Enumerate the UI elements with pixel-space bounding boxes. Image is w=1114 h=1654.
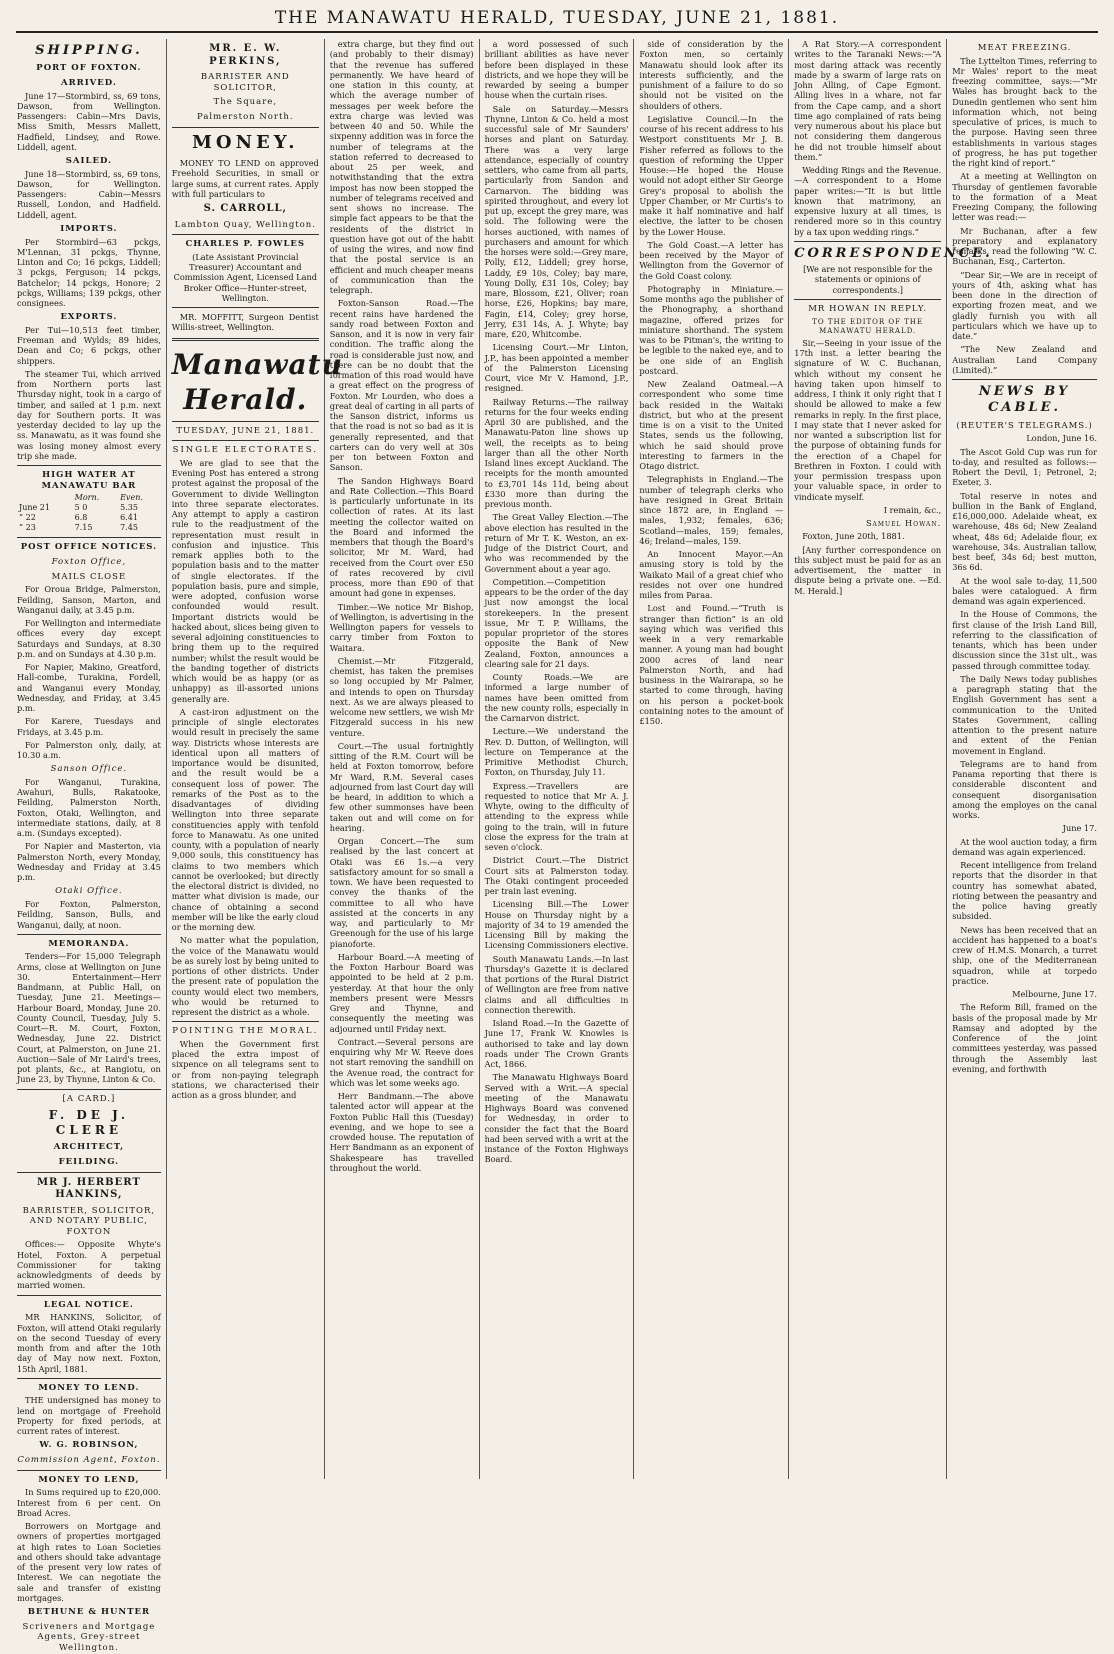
borrowers-text: Borrowers on Mortgage and owners of properties mortgaged at high rates to Loan Societies and others should take advantage of the present very low rates of Interest. We can negotiate the sale and transfer of existing mortgages. bbox=[17, 1521, 161, 1603]
money-text: MONEY TO LEND on approved Freehold Securities, in small or large sums, at current rates. Apply with full particulars to bbox=[171, 158, 319, 199]
column-5 bbox=[634, 39, 789, 1479]
article-paragraph: Competition.—Competition appears to be the order of the day just now amongst the local storekeepers. In the present issue, Mr T. P. Williams, the popular proprietor of the stores opposite the Bank of New Zealand, Foxton, announces a clearing sale for 21 days. bbox=[484, 576, 629, 669]
article-paragraph: Organ Concert.—The sum realised by the last concert at Otaki was £6 1s.—a very satisfactory amount for so small a town. We have been requested to convey the thanks of the committee to all who have assisted at the concerts in any way, and particularly to Mr Greenough for the use of his large pianoforte. bbox=[329, 836, 474, 949]
cable-paragraph: The Ascot Gold Cup was run for to-day, and resulted as follows:—Robert the Devil, 1; Petronel, 2; Exeter, 3. bbox=[952, 446, 1097, 488]
article-paragraph: Railway Returns.—The railway returns for the four weeks ending April 30 are published, and the Manawatu-Paton line shows up well, the receipts as to being larger than all the other North Island lines except Auckland. The receipts for the month amounted to £3,701 14s 11d, being about £330 more than during the previous month. bbox=[484, 396, 629, 509]
letter-signer: Samuel Howan. bbox=[865, 518, 942, 529]
column-7 bbox=[947, 39, 1102, 1479]
table-row bbox=[17, 513, 161, 523]
article-paragraph: Chemist.—Mr Fitzgerald, chemist, has taken the premises so long occupied by Mr Palmer, and intends to open on Thursday next. As we are always pleased to welcome new settlers, we wish Mr Fitzgerald success in his new venture. bbox=[329, 655, 474, 738]
perkins-title: BARRISTER AND SOLICITOR, bbox=[200, 72, 290, 93]
table-row bbox=[17, 523, 161, 533]
cable-paragraph: The Reform Bill, framed on the basis of the proposal made by Mr Ramsay and adopted by the Conference of the joint committees yesterday, was passed through the Assembly last evening, and forthwith bbox=[952, 1002, 1097, 1074]
port-heading: PORT OF FOXTON. bbox=[36, 63, 142, 74]
clere-architect: ARCHITECT, bbox=[53, 1142, 125, 1153]
article-paragraph: a word possessed of such brilliant abilities as have never before been displayed in these districts, and we hope they will be rewarded by seeing a bumper house when the curtain rises. bbox=[484, 39, 629, 101]
article-paragraph: South Manawatu Lands.—In last Thursday's Gazette it is declared that portions of the Rural District of Wellington are free from native claims and all difficulties in connection therewith. bbox=[484, 953, 629, 1015]
correspondence-note: [We are not responsible for the statements or opinions of correspondents.] bbox=[803, 264, 933, 295]
post-sub: Foxton Office, bbox=[51, 557, 127, 567]
column-6 bbox=[789, 39, 993, 1479]
post-text: For Foxton, Palmerston, Feilding, Sanson, Bulls, and Wanganui, daily, at noon. bbox=[17, 899, 161, 930]
shipping-title: SHIPPING. bbox=[35, 43, 143, 58]
lend2-title: MONEY TO LEND, bbox=[38, 1474, 140, 1485]
carroll-address: Lambton Quay, Wellington. bbox=[174, 219, 316, 230]
column-2 bbox=[167, 39, 343, 1479]
tide-title: HIGH WATER AT MANAWATU BAR bbox=[41, 470, 137, 491]
cable-title: NEWS BY CABLE. bbox=[978, 384, 1071, 416]
carroll-name: S. CARROLL, bbox=[203, 203, 287, 214]
column-1 bbox=[12, 39, 167, 1653]
moffitt-text: MR. MOFFITT, Surgeon Dentist Willis-street, Wellington. bbox=[171, 312, 319, 333]
divider bbox=[794, 241, 941, 242]
divider bbox=[17, 1172, 161, 1173]
divider bbox=[172, 1021, 319, 1022]
article-paragraph: Island Road.—In the Gazette of June 17, Frank W. Knowles is authorised to take and lay down roads under The Crown Grants Act, 1866. bbox=[484, 1018, 629, 1069]
leader-paragraph: We are glad to see that the Evening Post has entered a strong protest against the proposal of the Government to divide Wellington into three separate electorates. Any attempt to apply a castiron rule to the readjustment of the representation must result in confusion and injustice. This remark applies both to the population basis and to the matter of single electorates. If the population basis, pure and simple, were adopted, confusion worse confounded would result. Important districts would be hacked about, slices being given to several adjoining constituencies to bring them up to the required number; whilst the result would be the banding together of districts which would be as happy (or as unhappy) as ill-assorted unions generally are. bbox=[171, 457, 319, 704]
letter-date: Foxton, June 20th, 1881. bbox=[802, 531, 905, 542]
divider bbox=[17, 465, 161, 466]
divider bbox=[794, 299, 941, 300]
article-paragraph: Wedding Rings and the Revenue.—A correspondent to a Home paper writes:—“It is but little known that matrimony, an expensive luxury at all times, is rendered more so in this country by a tax upon wedding rings.” bbox=[794, 165, 942, 237]
bethune-name: BETHUNE & HUNTER bbox=[27, 1607, 151, 1617]
divider bbox=[17, 934, 161, 935]
article-paragraph: The Gold Coast.—A letter has been received by the Mayor of Wellington from the Governor of the Gold Coast colony. bbox=[639, 239, 784, 281]
fowles-text: (Late Assistant Provincial Treasurer) Accountant and Commission Agent, Licensed Land Broker Office—Hunter-street, Wellington. bbox=[173, 251, 317, 303]
editor-note: [Any further correspondence on this subject must be paid for as an advertisement, the matter in dispute being a private one. —Ed. M. Herald.] bbox=[794, 544, 942, 596]
reuter-label: (REUTER'S TELEGRAMS.) bbox=[956, 420, 1093, 431]
article-paragraph: Express.—Travellers are requested to notice that Mr A. J. Whyte, owing to the difficulty of attending to the express while going to the train, will in future close the express for the train at seven o'clock. bbox=[484, 780, 629, 852]
divider bbox=[172, 440, 319, 441]
post-text: For Palmerston only, daily, at 10.30 a.m. bbox=[17, 739, 161, 760]
article-paragraph: Legislative Council.—In the course of his recent address to his Westport constituents Mr J. B. Fisher referred as follows to the question of reforming the Upper House:—He hoped the House would not adopt either Sir George Grey's proposal to abolish the Upper Chamber, or Mr Curtis's to make it half nominative and half elective, the latter to be chosen by the Lower House. bbox=[639, 113, 784, 237]
mails-close: MAILS CLOSE bbox=[51, 571, 127, 582]
cable-paragraph: At the wool sale to-day, 11,500 bales were catalogued. A firm demand was again experienced. bbox=[952, 575, 1097, 606]
cable-paragraph: Telegrams are to hand from Panama reporting that there is considerable discontent and consequent disorganisation among the employes on the canal works. bbox=[952, 758, 1097, 820]
divider bbox=[172, 338, 319, 341]
legal-text: MR HANKINS, Solicitor, of Foxton, will attend Otaki regularly on the second Tuesday of every month from and after the 10th day of May now next. Foxton, 15th April, 1881. bbox=[17, 1312, 161, 1374]
memoranda-title: MEMORANDA. bbox=[48, 938, 130, 949]
divider bbox=[172, 127, 319, 128]
divider bbox=[17, 1378, 161, 1379]
divider bbox=[172, 234, 319, 235]
sailed-heading: SAILED. bbox=[65, 156, 112, 166]
post-text: For Karere, Tuesdays and Fridays, at 3.45 p.m. bbox=[17, 716, 161, 737]
pointing-text: When the Government first placed the extra impost of sixpence on all telegrams sent to or from non-paying telegraph stations, we characterised their action as a gross blunder, and bbox=[171, 1038, 319, 1101]
perkins-town: Palmerston North. bbox=[197, 111, 294, 122]
article-paragraph: An Innocent Mayor.—An amusing story is told by the Waikato Mail of a great chief who resides not over one hundred miles from Paraa. bbox=[639, 549, 784, 600]
letter-addressee: TO THE EDITOR OF THE MANAWATU HERALD. bbox=[812, 318, 924, 336]
cable-dateline: Melbourne, June 17. bbox=[1012, 989, 1097, 999]
article-paragraph: Timber.—We notice Mr Bishop, of Wellington, is advertising in the Wellington papers for vessels to carry timber from Foxton to Waitara. bbox=[329, 601, 474, 653]
arrived-text: June 17—Stormbird, ss, 69 tons, Dawson, from Wellington. Passengers: Cabin—Mrs Davis, Miss Smith, Messrs Mallett, Hadfield, Lindsey, and Rowe. Liddell, agent. bbox=[17, 90, 161, 152]
lend2-text: In Sums required up to £20,000. Interest from 6 per cent. On Broad Acres. bbox=[17, 1487, 161, 1518]
post-text: For Wellington and intermediate offices every day except Saturdays and Sundays, at 8.30 p.m. and on Sundays at 4.30 p.m. bbox=[17, 618, 161, 659]
cable-paragraph: At the wool auction today, a firm demand was again experienced. bbox=[952, 836, 1097, 857]
post-text: For Wanganui, Turakina, Awahuri, Bulls, Rakatooke, Feilding, Palmerston North, Foxton, Otaki, Wellington, and intermediate stations, daily, at 8 a.m. (Sundays excepted). bbox=[17, 776, 161, 839]
article-paragraph: Licensing Court.—Mr Linton, J.P., has been appointed a member of the Palmerston Licensing Court, vice Mr V. Hamond, J.P., resigned. bbox=[484, 342, 629, 394]
clere-feilding: FEILDING. bbox=[58, 1156, 120, 1167]
article-paragraph: Herr Bandmann.—The above talented actor will appear at the Foxton Public Hall this (Tuesday) evening, and we hope to see a crowded house. The reputation of Herr Bandmann as an exponent of Shakespeare has travelled throughout the world. bbox=[329, 1091, 474, 1173]
perkins-name: MR. E. W. PERKINS, bbox=[209, 43, 282, 67]
article-paragraph: Harbour Board.—A meeting of the Foxton Harbour Board was appointed to be held at 2 p.m. yesterday. At that hour the only members present were Messrs Grey and Thynne, and consequently the meeting was adjourned until Friday next. bbox=[329, 951, 474, 1034]
article-paragraph: Telegraphists in England.—The number of telegraph clerks who have resigned in Great Britain since 1872 are, in England —males, 1,932; females, 636; Scotland—males, 159; females, 46; Ireland—males, 159. bbox=[639, 474, 784, 546]
tide-table bbox=[17, 493, 161, 533]
article-paragraph: Sale on Saturday.—Messrs Thynne, Linton & Co. held a most successful sale of Mr Saunders' horses and plant on Saturday. There was a very large attendance, especially of country settlers, who came from all parts, particularly from Sandon and Carnarvon. The bidding was spirited throughout, and every lot put up, except the grey mare, was sold. The following were the horses auctioned, with names of purchasers and amount for which the horses were sold:—Grey mare, Polly, £12, Liddell; grey horse, Laddy, £9 10s, Coley; bay mare, Young Dolly, £31 10s, Coley; bay mare, Blossom, £21, Oliver; roan horse, £26, Hopkins; bay mare, Fagin, £14, Coley; grey horse, Jerry, £31 14s, A. J. Whyte; bay mare, £20, Whitcombe. bbox=[484, 103, 629, 339]
letter-signoff: I remain, &c., bbox=[883, 504, 942, 515]
post-text: For Napier and Masterton, via Palmerston North, every Monday, Wednesday and Friday at 3.45 p.m. bbox=[17, 841, 161, 883]
divider bbox=[172, 421, 319, 422]
article-paragraph: side of consideration by the Foxton men, so certainly Manawatu should look after its interests sufficiently, and the punishment of a failure to do so should not be visited on the shoulders of others. bbox=[639, 39, 784, 111]
hankins-offices: Offices:— Opposite Whyte's Hotel, Foxton. A perpetual Commissioner for taking acknowledgments of deeds by married women. bbox=[17, 1239, 161, 1291]
post-title: POST OFFICE NOTICES. bbox=[20, 542, 158, 553]
divider bbox=[172, 307, 319, 308]
imports-text: Per Stormbird—63 pckgs, M'Lennan, 31 pckgs, Thynne, Linton and Co; 16 pckgs, Liddell; 3 pckgs, Ferguson; 14 pckgs, Batchelor; 14 pckgs, Honore; 2 pckgs, Williams; 139 pckgs, other consignees. bbox=[17, 236, 161, 308]
cable-paragraph: The Daily News today publishes a paragraph stating that the English Government has sent a communication to the United States Government, calling attention to the present nature and extent of the Fenian movement in England. bbox=[952, 673, 1097, 756]
cable-paragraph: Recent intelligence from Ireland reports that the disorder in that country has somewhat abated, rioting between the peasantry and the police having greatly subsided. bbox=[952, 860, 1097, 922]
exports-text: Per Tui—10,513 feet timber, Freeman and Wylds; 89 hides, Dean and Co; 6 pckgs, other shippers. bbox=[17, 324, 161, 366]
article-paragraph: The Manawatu Highways Board Served with a Writ.—A special meeting of the Manawatu Highways Board was convened for Wednesday, in order to consider the fact that the Board had been served with a writ at the instance of the Foxton Highways Board. bbox=[484, 1072, 629, 1165]
tide-even: 7.45 bbox=[120, 523, 138, 533]
article-signature: “The New Zealand and Australian Land Company (Limited).” bbox=[952, 344, 1097, 375]
article-paragraph: extra charge, but they find out (and probably to their dismay) that the revenue has suffered permanently. We have heard of one station in this county, at which the average number of messages per week before the extra charge was levied was between 40 and 50. While the sixpenny addition was in force the number of telegrams at the station referred to decreased to about 25 per week, and notwithstanding that the extra impost has now been stopped the number of telegrams received and sent shows no increase. The simple fact appears to be that the residents of the district in question have got out of the habit of using the wires, and now find that the postal service is an efficient and much cheaper means of communication than the telegraph. bbox=[329, 39, 474, 295]
divider bbox=[952, 379, 1097, 380]
lend-text: THE undersigned has money to lend on mortgage of Freehold Property for fixed periods, at current rates of interest. bbox=[17, 1395, 161, 1437]
tide-col-morn: Morn. bbox=[74, 493, 100, 503]
otaki-office: Otaki Office. bbox=[55, 886, 123, 897]
letter-body: Sir,—Seeing in your issue of the 17th inst. a letter bearing the signature of W. C. Buchanan, which without my consent he having taken upon himself to address, I think it only right that I should be allowed to make a few remarks in reply. In the first place, I may state that I never asked for nor wanted a subscription list for the purpose of obtaining funds for the erection of a Chapel for Brethren in Foxton. I could with your permission trespass upon your valuable space, in order to vindicate myself. bbox=[794, 337, 942, 502]
post-text: For Oroua Bridge, Palmerston, Feilding, Sanson, Marton, and Wanganui daily, at 3.45 p.m. bbox=[17, 584, 161, 615]
article-paragraph: Photography in Miniature.—Some months ago the publisher of the Phonography, a shorthand magazine, offered prizes for miniature shorthand. The system was to be Pitman's, the writing to be legible to the naked eye, and to be one side of an English postcard. bbox=[639, 283, 784, 376]
article-paragraph: “Dear Sir,—We are in receipt of yours of 4th, asking what has been done in the direction of exporting frozen meat, and we gladly furnish you with all particulars which we have up to date.” bbox=[952, 269, 1097, 342]
column-3 bbox=[325, 39, 480, 1479]
cable-paragraph: Total reserve in notes and bullion in the Bank of England, £16,000,000. Adelaide wheat, ex warehouse, 48s 6d; New Zealand wheat, 48s 6d; Adelaide flour, ex warehouse, 34s. Australian tallow, best beef, 34s 6d; best mutton, 36s 6d. bbox=[952, 490, 1097, 573]
hankins-title: BARRISTER, SOLICITOR, AND NOTARY PUBLIC, FOXTON bbox=[22, 1205, 156, 1237]
perkins-address: The Square, bbox=[213, 97, 278, 108]
fowles-name: CHARLES P. FOWLES bbox=[185, 239, 306, 250]
article-paragraph: Lecture.—We understand the Rev. D. Dutton, of Wellington, will lecture on Temperance at the Primitive Methodist Church, Foxton, on Thursday, July 11. bbox=[484, 726, 629, 778]
article-paragraph: Mr Buchanan, after a few preparatory and explanatory remarks, read the following “W. C. Buchanan, Esq., Carterton. bbox=[952, 225, 1097, 267]
tide-date: ” 22 bbox=[19, 513, 36, 523]
bethune-title: Scriveners and Mortgage Agents, Grey-street Wellington. bbox=[22, 1621, 156, 1653]
exports-heading: EXPORTS. bbox=[60, 312, 118, 323]
cable-paragraph: News has been received that an accident has happened to a boat's crew of H.M.S. Monarch, a turret ship, one of the Mediterranean squadron, while at torpedo practice. bbox=[952, 924, 1097, 986]
article-paragraph: The Sandon Highways Board and Rate Collection.—This Board is particularly unfortunate in its collection of rates. At its last meeting the collector waited on the Board and informed the members that though the Board's solicitor, Mr M. Ward, had received from the Court over £50 of rates recovered by civil process, more than £90 of that amount had gone in expenses. bbox=[329, 475, 474, 599]
tide-col-even: Even. bbox=[120, 493, 143, 503]
robinson-name: W. G. ROBINSON, bbox=[39, 1440, 139, 1451]
newspaper-logo: Manawatu Herald. bbox=[171, 347, 343, 416]
article-paragraph: Licensing Bill.—The Lower House on Thursday night by a majority of 34 to 19 amended the Licensing Bill by making the Licensing Commissioners elective. bbox=[484, 899, 629, 951]
tide-morn: 7.15 bbox=[74, 523, 93, 533]
cable-paragraph: In the House of Commons, the first clause of the Irish Land Bill, referring to the classification of tenants, which has been under discussion since the 31st ult., was passed through committee today. bbox=[952, 609, 1097, 671]
article-paragraph: New Zealand Oatmeal.—A correspondent who some time back resided in the Waitaki district, but who at the present time is on a visit to the United States, sends us the following, which he said should prove interesting to farmers in the Otago district. bbox=[639, 379, 784, 471]
leader-paragraph: A cast-iron adjustment on the principle of single electorates would result in precisely the same way. Districts whose interests are identical upon all matters of importance would be disunited, and the result would be a consequent loss of power. The remarks of the Post as to the disadvantages of dividing Wellington into three separate constituencies apply with tenfold force to Manawatu. As one united county, with a population of nearly 9,000 souls, this constituency has claims to two members which cannot be overlooked; but directly the electoral district is divided, no matter what division is made, our chance of obtaining a second member will be like the early cloud or the morning dew. bbox=[171, 706, 319, 932]
article-paragraph: Contract.—Several persons are enquiring why Mr W. Reeve does not start removing the sandhill on the Avenue road, the contract for which was let some weeks ago. bbox=[329, 1036, 474, 1088]
leader-paragraph: No matter what the population, the voice of the Manawatu would be as surely lost by being united to portions of other districts. Under the present rate of population the county would elect two members, who would be returned to represent the district as a whole. bbox=[171, 935, 319, 1017]
divider bbox=[17, 1089, 161, 1090]
divider bbox=[17, 537, 161, 538]
article-paragraph: The Great Valley Election.—The above election has resulted in the return of Mr T. K. Weston, an ex-Judge of the District Court, and who was recommended by the Government about a year ago. bbox=[484, 512, 629, 574]
article-paragraph: County Roads.—We are informed a large number of names have been omitted from the new county rolls, especially in the Carnarvon district. bbox=[484, 672, 629, 723]
article-paragraph: At a meeting at Wellington on Thursday of gentlemen favorable to the formation of a Meat Freezing Company, the following letter was read:— bbox=[952, 171, 1097, 223]
leader-title: SINGLE ELECTORATES. bbox=[172, 445, 318, 456]
imports-heading: IMPORTS. bbox=[60, 223, 118, 234]
masthead: THE MANAWATU HERALD, TUESDAY, JUNE 21, 1881. bbox=[16, 8, 1098, 33]
card-label: [A CARD.] bbox=[62, 1093, 116, 1104]
tide-date: June 21 bbox=[19, 503, 50, 513]
letter-title: MR HOWAN IN REPLY. bbox=[808, 303, 928, 314]
shipping-note: The steamer Tui, which arrived from Northern ports last Thursday night, took in a cargo of timber, and sailed at 1 p.m. next day for Southern ports. It was yesterday decided to lay up the ss. Manawatu, as it was found she was losing money almost every trip she made. bbox=[17, 368, 161, 461]
arrived-heading: ARRIVED. bbox=[60, 77, 117, 88]
columns bbox=[12, 39, 1102, 1653]
cable-dateline: June 17. bbox=[1062, 823, 1097, 834]
article-paragraph: The Lyttelton Times, referring to Mr Wales' report to the meat freezing committee, says:—“Mr Wales has brought back to the Dunedin gentlemen who sent him information which, not being speculative of prices, is much to the purpose. Having seen three establishments in various stages of progress, he has put together the right kind of report.” bbox=[952, 55, 1097, 169]
clere-name: F. DE J. CLERE bbox=[48, 1108, 130, 1138]
tide-morn: 6.8 bbox=[74, 513, 88, 523]
divider bbox=[17, 1295, 161, 1296]
tide-even: 6.41 bbox=[120, 513, 138, 523]
divider bbox=[17, 1470, 161, 1471]
table-row bbox=[17, 503, 161, 513]
sailed-text: June 18—Stormbird, ss, 69 tons, Dawson, for Wellington. Passengers: Cabin—Messrs Russell, London, and Hadfield. Liddell, agent. bbox=[17, 168, 161, 220]
cable-dateline: London, June 16. bbox=[1026, 433, 1097, 444]
issue-date: TUESDAY, JUNE 21, 1881. bbox=[176, 425, 315, 436]
pointing-title: POINTING THE MORAL. bbox=[172, 1026, 319, 1037]
memoranda-text: Tenders—For 15,000 Telegraph Arms, close at Wellington on June 30. Entertainment—Herr Bandmann, at Public Hall, on Tuesday, June 21. Meetings—Harbour Board, Monday, June 20. County Council, Tuesday, July 5. Court—R. M. Court, Foxton, Wednesday, June 22. District Court, at Palmerston, on June 21. Auction—Sale of Mr Laird's trees, pot plants, &c., at Rangiotu, on June 23, by Thynne, Linton & Co. bbox=[17, 951, 161, 1085]
meat-title: MEAT FREEZING. bbox=[977, 43, 1072, 53]
tide-date: ” 23 bbox=[19, 523, 36, 533]
tide-even: 5.35 bbox=[120, 503, 138, 513]
legal-title: LEGAL NOTICE. bbox=[43, 1299, 134, 1310]
sanson-office: Sanson Office. bbox=[50, 764, 128, 775]
article-paragraph: Foxton-Sanson Road.—The recent rains have hardened the sandy road between Foxton and Sanson, and it is now in very fair condition. The traffic along the road is considerable just now, and there can be no doubt that the formation of this road would have a great effect on the progress of Foxton. Mr Lourden, who does a great deal of carting in all parts of the Sanson district, informs us that the road is not so bad as it is generally represented, and that carters can do very well at 30s per ton between Foxton and Sanson. bbox=[329, 298, 474, 473]
money-title: MONEY. bbox=[192, 131, 299, 153]
column-4 bbox=[480, 39, 635, 1479]
article-paragraph: Court.—The usual fortnightly sitting of the R.M. Court will be held at Foxton tomorrow, before Mr Ward, R.M. Several cases adjourned from last Court day will be heard, in addition to which a few other summonses have been taken out and will come on for hearing. bbox=[329, 740, 474, 833]
hankins-name: MR J. HERBERT HANKINS, bbox=[36, 1176, 141, 1200]
article-paragraph: Lost and Found.—“Truth is stranger than fiction” is an old saying which was verified this week in a very remarkable manner. A young man had bought 2000 acres of land near Palmerston North, and had business in the Wairarapa, so he started to come through, having on his person a pocket-book containing notes to the amount of £150. bbox=[639, 603, 784, 726]
tide-morn: 5 0 bbox=[74, 503, 88, 513]
lend-title: MONEY TO LEND. bbox=[38, 1382, 140, 1393]
article-paragraph: District Court.—The District Court sits at Palmerston today. The Otaki contingent proceeded per train last evening. bbox=[484, 855, 629, 896]
article-paragraph: A Rat Story.—A correspondent writes to the Taranaki News:—“A most daring attack was recently made by a swarm of large rats on John Alling, of Cape Egmont. Alling lives in a whare, not far from the Cape camp, and a short time ago complained of rats being very numerous about his place but not considering them dangerous he did not trouble himself about them.” bbox=[794, 39, 942, 162]
robinson-title: Commission Agent, Foxton. bbox=[17, 1455, 161, 1465]
correspondence-title: CORRESPONDENCE. bbox=[794, 245, 993, 261]
post-text: For Napier, Makino, Greatford, Hall-combe, Turakina, Fordell, and Wanganui every Monday, Wednesday, and Friday, at 3.45 p.m. bbox=[17, 662, 161, 713]
